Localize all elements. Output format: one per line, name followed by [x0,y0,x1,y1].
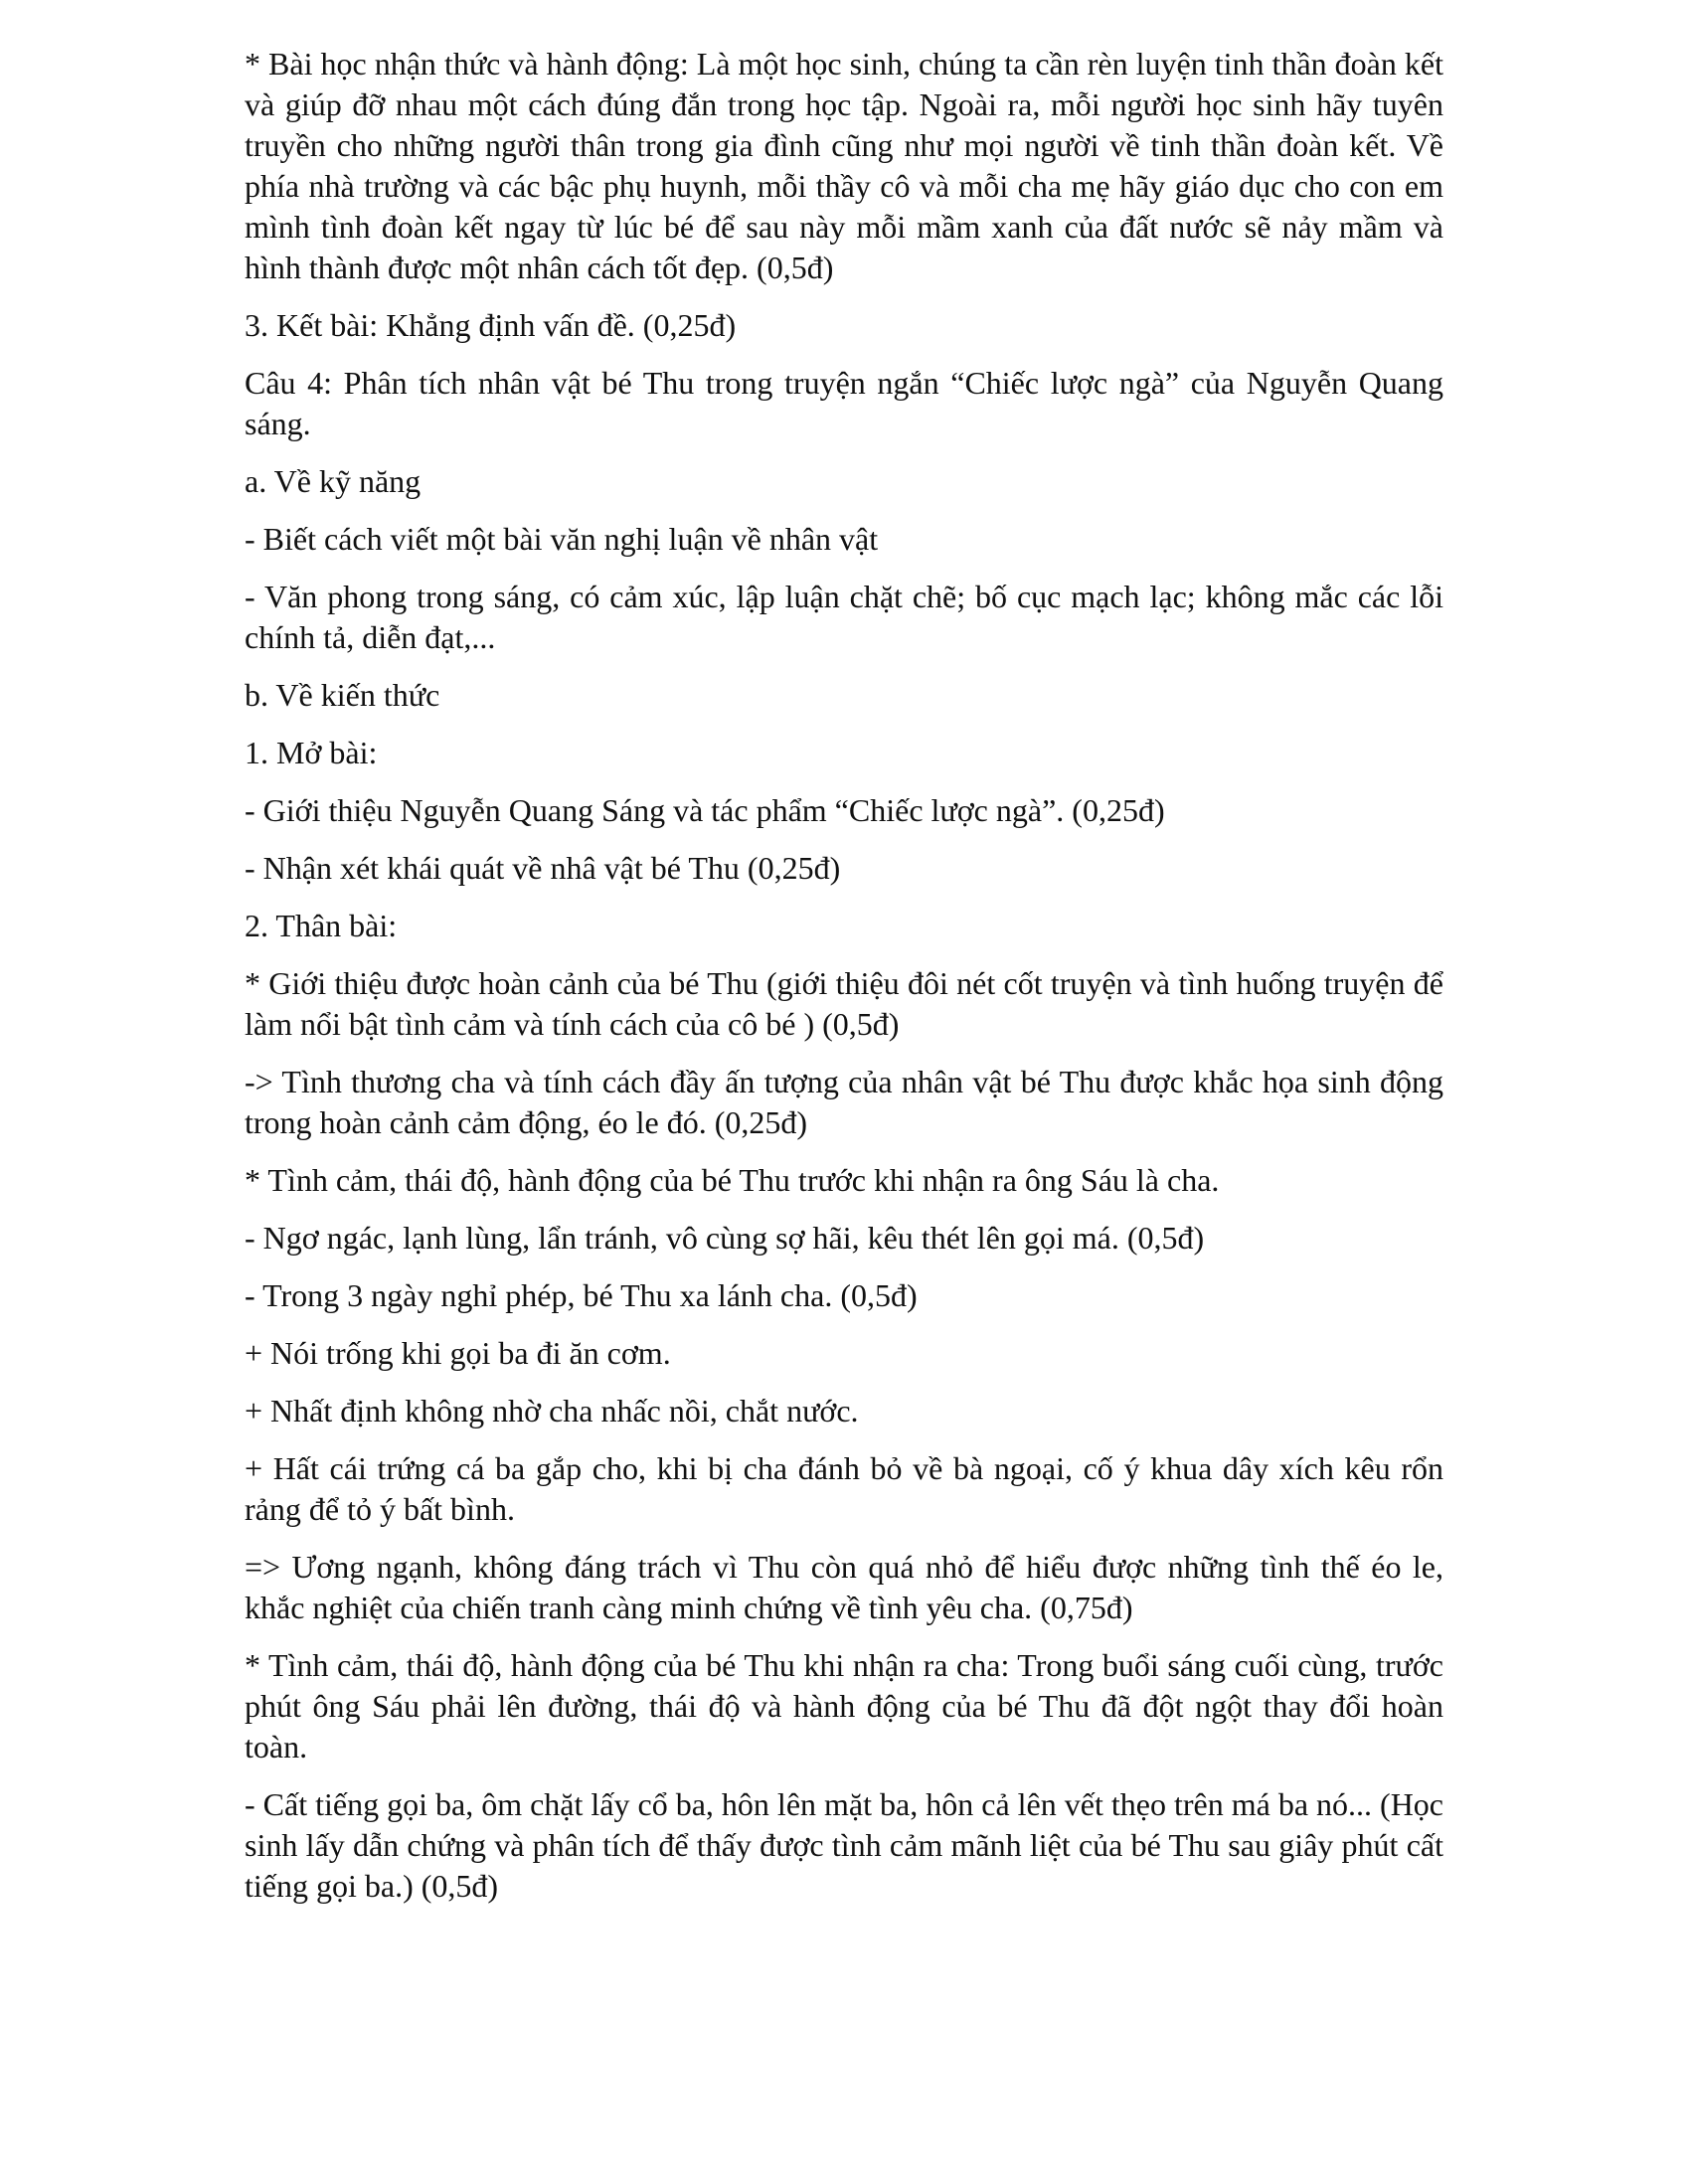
before-conclusion: => Ương ngạnh, không đáng trách vì Thu còn quá nhỏ để hiểu được những tình thế éo le, khắc nghiệt của chiến tranh càng minh chứng về tình yêu cha. (0,75đ) [245,1549,1443,1625]
before-subitem-3: + Hất cái trứng cá ba gắp cho, khi bị cha đánh bỏ về bà ngoại, cố ý khua dây xích kêu rổn rảng để tỏ ý bất bình. [245,1450,1443,1527]
section-a-heading: a. Về kỹ năng [245,463,422,499]
body-context: * Giới thiệu được hoàn cảnh của bé Thu (giới thiệu đôi nét cốt truyện và tình huống truyện để làm nổi bật tình cảm và tính cách của cô bé ) (0,5đ) [245,965,1443,1042]
body-context-result: -> Tình thương cha và tính cách đầy ấn tượng của nhân vật bé Thu được khắc họa sinh động trong hoàn cảnh cảm động, éo le đó. (0,25đ) [245,1064,1443,1140]
intro-heading: 1. Mở bài: [245,735,378,770]
question-4: Câu 4: Phân tích nhân vật bé Thu trong truyện ngắn “Chiếc lược ngà” của Nguyễn Quang sáng. [245,365,1443,441]
before-item-1: - Ngơ ngác, lạnh lùng, lẩn tránh, vô cùng sợ hãi, kêu thét lên gọi má. (0,5đ) [245,1220,1205,1256]
before-item-2: - Trong 3 ngày nghỉ phép, bé Thu xa lánh cha. (0,5đ) [245,1277,918,1313]
section-b-heading: b. Về kiến thức [245,677,440,713]
skill-item-2: - Văn phong trong sáng, có cảm xúc, lập luận chặt chẽ; bố cục mạch lạc; không mắc các lỗi chính tả, diễn đạt,... [245,579,1443,655]
paragraph-lesson: * Bài học nhận thức và hành động: Là một học sinh, chúng ta cần rèn luyện tinh thần đoàn kết và giúp đỡ nhau một cách đúng đắn trong học tập. Ngoài ra, mỗi người học sinh hãy tuyên truyền cho những người thân trong gia đình cũng như mọi người về tinh thần đoàn kết. Về phía nhà trường và các bậc phụ huynh, mỗi thầy cô và mỗi cha mẹ hãy giáo dục cho con em mình tình đoàn kết ngay từ lúc bé để sau này mỗi mầm xanh của đất nước sẽ nảy mầm và hình thành được một nhân cách tốt đẹp. (0,5đ) [245,46,1443,285]
before-subitem-1: + Nói trống khi gọi ba đi ăn cơm. [245,1335,671,1371]
paragraph-conclusion: 3. Kết bài: Khẳng định vấn đề. (0,25đ) [245,307,737,343]
before-recognition-heading: * Tình cảm, thái độ, hành động của bé Thu trước khi nhận ra ông Sáu là cha. [245,1162,1220,1198]
after-recognition-heading: * Tình cảm, thái độ, hành động của bé Thu khi nhận ra cha: Trong buổi sáng cuối cùng, trước phút ông Sáu phải lên đường, thái độ và hành động của bé Thu đã đột ngột thay đổi hoàn toàn. [245,1647,1443,1764]
intro-item-2: - Nhận xét khái quát về nhâ vật bé Thu (0,25đ) [245,850,841,886]
skill-item-1: - Biết cách viết một bài văn nghị luận về nhân vật [245,521,879,557]
intro-item-1: - Giới thiệu Nguyễn Quang Sáng và tác phẩm “Chiếc lược ngà”. (0,25đ) [245,792,1165,828]
body-heading: 2. Thân bài: [245,908,398,943]
after-item-1: - Cất tiếng gọi ba, ôm chặt lấy cổ ba, hôn lên mặt ba, hôn cả lên vết thẹo trên má ba nó... (Học sinh lấy dẫn chứng và phân tích để thấy được tình cảm mãnh liệt của bé Thu sau giây phút cất tiếng gọi ba.) (0,5đ) [245,1786,1443,1904]
document-page [245,44,1443,1924]
before-subitem-2: + Nhất định không nhờ cha nhấc nồi, chắt nước. [245,1393,859,1428]
